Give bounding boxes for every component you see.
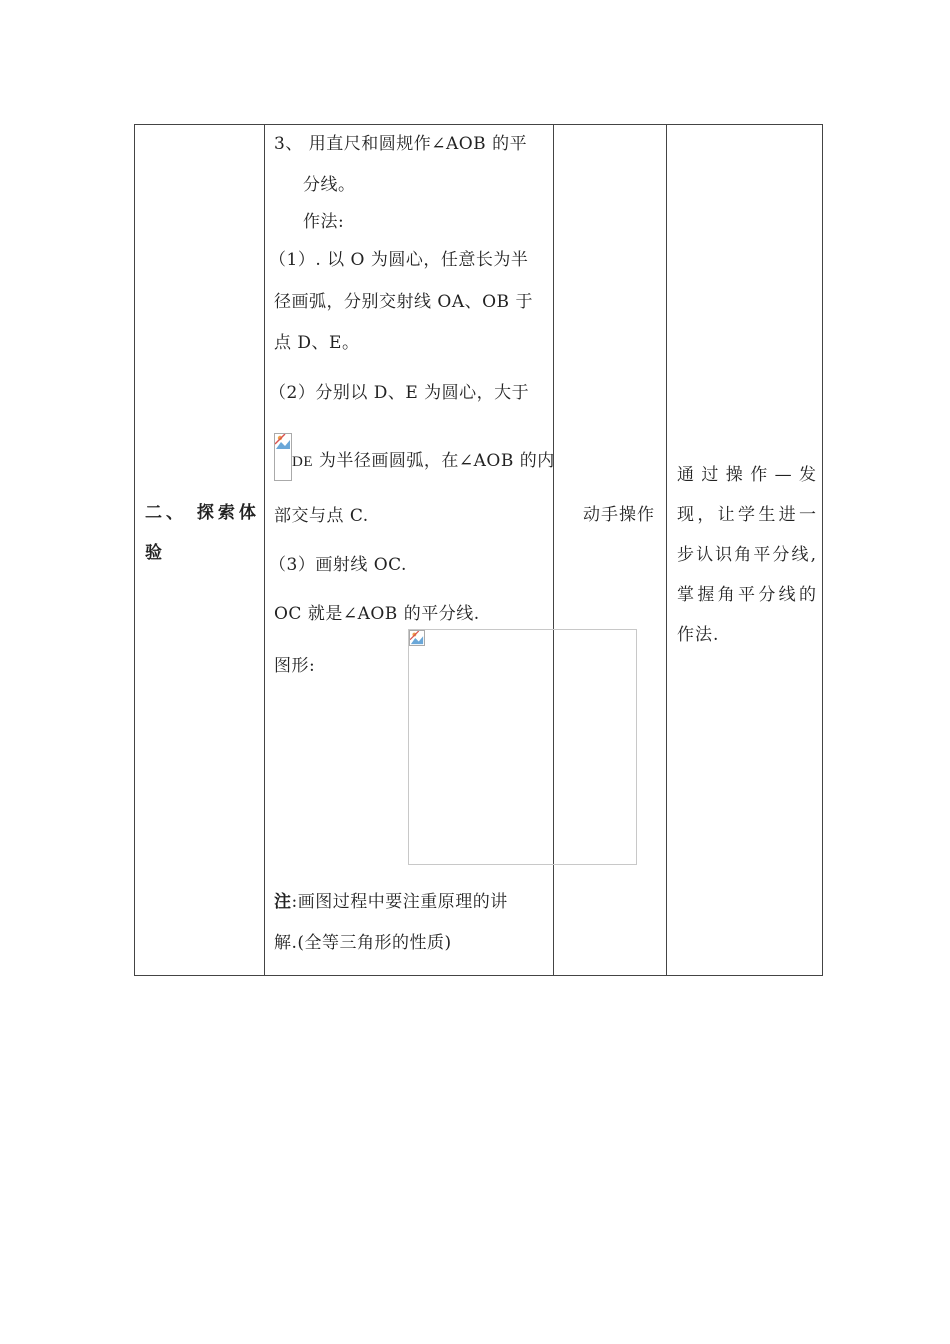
step2-line1: （2）分别以 D、E 为圆心，大于: [269, 383, 530, 403]
student-activity-text: 动手操作: [583, 505, 655, 525]
note-line1: :画图过程中要注重原理的讲: [291, 892, 508, 912]
design-intent-cell: [667, 125, 824, 975]
design-intent-text: 通过操作—发现，让学生进一步认识角平分线,掌握角平分线的作法.: [677, 465, 817, 645]
activity-cell: [265, 125, 554, 975]
step1-line1: （1）. 以 O 为圆心，任意长为半: [269, 250, 529, 270]
step3-title-cont: 分线。: [303, 175, 356, 195]
broken-image-glyph: [275, 434, 291, 450]
section-title: 二、 探索体验: [145, 503, 260, 563]
step3-line: （3）画射线 OC.: [269, 555, 407, 575]
step1-line2: 径画弧，分别交射线 OA、OB 于: [274, 292, 533, 312]
broken-image-icon: [274, 433, 292, 481]
step3-title: 3、 用直尺和圆规作∠AOB 的平: [274, 134, 528, 154]
note-line2: 解.(全等三角形的性质): [274, 933, 452, 953]
conclusion-line: OC 就是∠AOB 的平分线.: [274, 604, 480, 624]
lesson-table: [134, 124, 823, 976]
step2-line3: 部交与点 C.: [274, 506, 369, 526]
de-label: DE: [292, 454, 313, 470]
note-label: 注: [274, 892, 292, 912]
figure-label: 图形:: [274, 656, 316, 676]
student-activity-cell: [554, 125, 667, 975]
step1-line3: 点 D、E。: [274, 333, 360, 353]
method-label: 作法:: [303, 212, 345, 232]
section-cell: [135, 125, 265, 975]
step2-line2: 为半径画圆弧，在∠AOB 的内: [313, 451, 555, 471]
broken-image-glyph: [410, 631, 424, 645]
broken-image-icon: [409, 630, 425, 646]
